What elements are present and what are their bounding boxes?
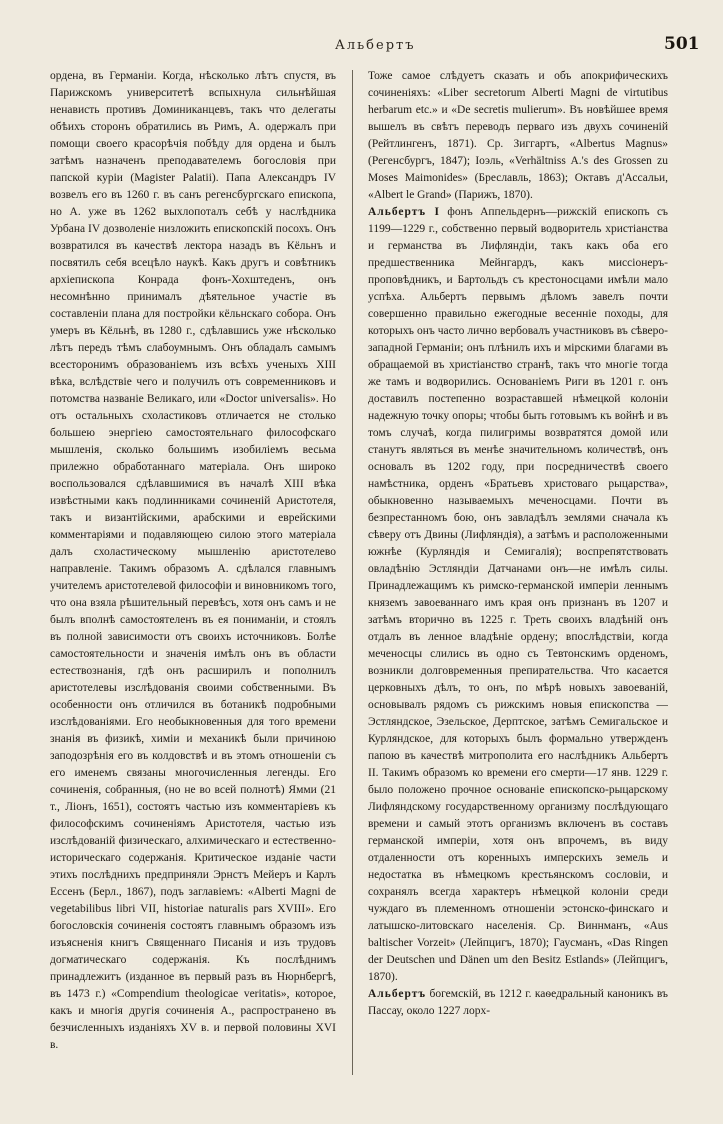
entry-albert-i [368, 204, 668, 986]
entry-headword: Альбертъ I [368, 206, 441, 218]
paragraph-text: Тоже самое слѣдуетъ сказать и объ апокрифическихъ сочиненіяхъ: «Liber secretorum Alberti Magni de virtutibus herbarum etc.» и «De secretis mulierum». Въ новѣйшее время вышелъ въ свѣтъ переводъ перваго изъ двухъ сочиненій (Рейтлингенъ, 1871). Ср. Зиггартъ, «Albertus Magnus» (Регенсбургъ, 1847); Іоэль, «Verhältniss A.'s des Grossen zu Moses Maimonides» (Бреславль, 1863); Октавъ д'Ассальи, «Albert le Grand» (Парижъ, 1870). [368, 70, 668, 201]
entry-albert-bohemian [368, 986, 668, 1020]
column-divider [352, 70, 353, 1075]
left-column [50, 68, 336, 1078]
entry-text: богемскій, въ 1212 г. каѳедральный каноникъ въ Пассау, около 1227 лорх- [368, 988, 668, 1017]
entry-headword: Альбертъ [368, 988, 427, 1000]
entry-text: фонъ Аппельдернъ—рижскій епископъ съ 1199—1229 г., собственно первый водворитель христіанства и германства въ Лифляндіи, такъ какъ оба его предшественника Мейнгардъ, какъ миссіонеръ-проповѣдникъ, и Бартольдъ съ крестоносцами имѣли мало успѣха. Альбертъ первымъ дѣломъ завелъ почти совершенно правильно ежегодные весенніе походы, для которыхъ онъ часто лично вербовалъ участниковъ въ сѣверо-западной Германіи; онъ плѣнилъ ихъ и мірскими благами въ обращаемой въ христіанство странѣ, такъ что многіе тогда же тамъ и водворились. Основаніемъ Риги въ 1201 г. онъ доставилъ постепенно возраставшей нѣмецкой колоніи надежную точку опоры; чтобы быть готовымъ къ войнѣ и въ томъ случаѣ, когда пилигримы возвратятся домой или станутъ являться въ менѣе значительномъ количествѣ, онъ основалъ въ 1202 году, при посредничествѣ своего намѣстника, орденъ «Братьевъ христоваго рыцарства», обыкновенно называемыхъ меченосцами. Почти въ безпрестанномъ бою, онъ завладѣлъ землями сначала къ сѣверу отъ Двины (Лифляндія), а затѣмъ и расположенными южнѣе (Курляндія и Семигалія); воспрепятствовать овладѣнію Эстляндіи Датчанами онъ—не имѣлъ силы. Принадлежащимъ къ римско-германской имперіи леннымъ княземъ завоеваннаго имъ края онъ признанъ въ 1207 и затѣмъ вторично въ 1225 г. Треть своихъ владѣній онъ отдалъ въ ленное владѣніе ордену; впослѣдствіи, когда меченосцы слились въ одно съ Тевтонскимъ орденомъ, возникли долговременныя препирательства. Что касается церковныхъ дѣлъ, то онъ, по мѣрѣ новыхъ завоеваній, основывалъ рядомъ съ рижскимъ новыя епископства — Эстляндское, Эзельское, Дерптское, затѣмъ Семигальское и Курляндское, для которыхъ былъ формально утвержденъ папою въ качествѣ митрополита его наслѣдникъ Альбертъ II. Такимъ образомъ ко времени его смерти—17 янв. 1229 г. было положено прочное основаніе епископско-рыцарскому Лифляндскому государственному организму послѣдующаго времени и самый этотъ организмъ включенъ въ составъ германской имперіи, хотя онъ впрочемъ, въ виду отдаленности отъ коренныхъ имперскихъ земель и недостатка въ нѣмецкомъ крестьянскомъ сословіи, и сохранялъ всегда характеръ нѣмецкой колоніи среди чуждаго въ племенномъ отношеніи эстонско-финскаго и латышско-литовскаго населенія. Ср. Виннманъ, «Aus baltischer Vorzeit» (Лейпцигъ, 1870); Гаусманъ, «Das Ringen der Deutschen und Dänen um den Besitz Estlands» (Лейпцигъ, 1870). [368, 206, 668, 983]
article-continuation-paragraph [368, 68, 668, 204]
right-column [368, 68, 668, 1078]
page-number: 501 [664, 34, 700, 54]
running-head: Альбертъ [335, 38, 416, 53]
article-continuation-text: ордена, въ Германіи. Когда, нѣсколько лѣтъ спустя, въ Парижскомъ университетѣ вспыхнула сильнѣйшая ненависть противъ Доминиканцевъ, такъ что делегаты обѣихъ сторонъ обратились въ Римъ, А. одержалъ при помощи своего красорѣчія побѣду для ордена и былъ затѣмъ назначенъ преподавателемъ богословія при папской куріи (Magister Palatii). Папа Александръ IV возвелъ его въ 1260 г. въ санъ регенсбургскаго епископа, но А. уже въ 1262 выхлопоталъ себѣ у наслѣдника Урбана IV дозволеніе низложить епископскій посохъ. Онъ возвратился въ качествѣ лектора назадъ въ Кёльнъ и посвятилъ себя всецѣло наукѣ. Какъ другъ и совѣтникъ архіепископа Конрада фонъ-Хохштеденъ, онъ несомнѣнно принималъ дѣятельное участіе въ составленіи плана для постройки кёльнскаго собора. Онъ умеръ въ Кёльнѣ, въ 1280 г., сдѣлавшись уже нѣсколько лѣтъ передъ тѣмъ слабоумнымъ. Онъ обладалъ самымъ всесторонимъ образованіемъ изъ всѣхъ ученыхъ XIII вѣка, вслѣдствіе чего и получилъ отъ современниковъ и потомства названіе Великаго, или «Doctor universalis». Но отъ остальныхъ схоластиковъ отличается не столько большею энергіею самостоятельнаго философскаго мышленія, сколько большимъ изобиліемъ весьма прилежно обработаннаго матеріала. Онъ широко воспользовался сдѣлавшимися въ началѣ XIII вѣка извѣстными какъ подлинниками сочиненій Аристотеля, такъ и византійскими, арабскими и еврейскими комментаріями и подавляющею силою этого матеріала далъ схоластическому мышленію аристотелево направленіе. Такимъ образомъ А. сдѣлался главнымъ учителемъ аристотелевой философіи и виновникомъ того, что она взяла рѣшительный перевѣсъ, хотя онъ самъ и не былъ вполнѣ самостоятеленъ въ ея пониманіи, и стоялъ въ полной зависимости отъ своихъ источниковъ. Болѣе самостоятельности и значенія имѣлъ онъ въ области естествознанія, гдѣ онъ расширилъ и пополнилъ аристотелевы изслѣдованія своими собственными. Въ особенности онъ отличился въ ботаникѣ подробными изслѣдованіями. Его необыкновенныя для того времени знанія въ физикѣ, химіи и механикѣ были причиною заподозрѣнія его въ колдовствѣ и въ этомъ отношеніи съ его именемъ связаны многочисленныя легенды. Его сочиненія, собранныя, (но не во всей полнотѣ) Ямми (21 т., Ліонъ, 1651), состоятъ частью изъ комментаріевъ къ философскимъ сочиненіямъ Аристотеля, частью изъ изслѣдованій физическаго, алхимическаго и естественно-историческаго содержанія. Критическое изданіе части этихъ послѣднихъ предприняли Эрнстъ Мейеръ и Карлъ Ессенъ (Берл., 1867), подъ заглавіемъ: «Alberti Magni de vegetabilibus libri VII, historiae naturalis pars XVIII». Его богословскія сочиненія состоятъ главнымъ образомъ изъ изъясненія книгъ Священнаго Писанія и изъ трудовъ догматическаго содержанія. Къ послѣднимъ принадлежитъ (изданное въ первый разъ въ Нюрнбергѣ, въ 1473 г.) «Compendium theologicae veritatis», которое, какъ и многія другія сочиненія А., распространено въ безчисленныхъ изданіяхъ XV в. и первой половины XVI в. [50, 70, 336, 1051]
